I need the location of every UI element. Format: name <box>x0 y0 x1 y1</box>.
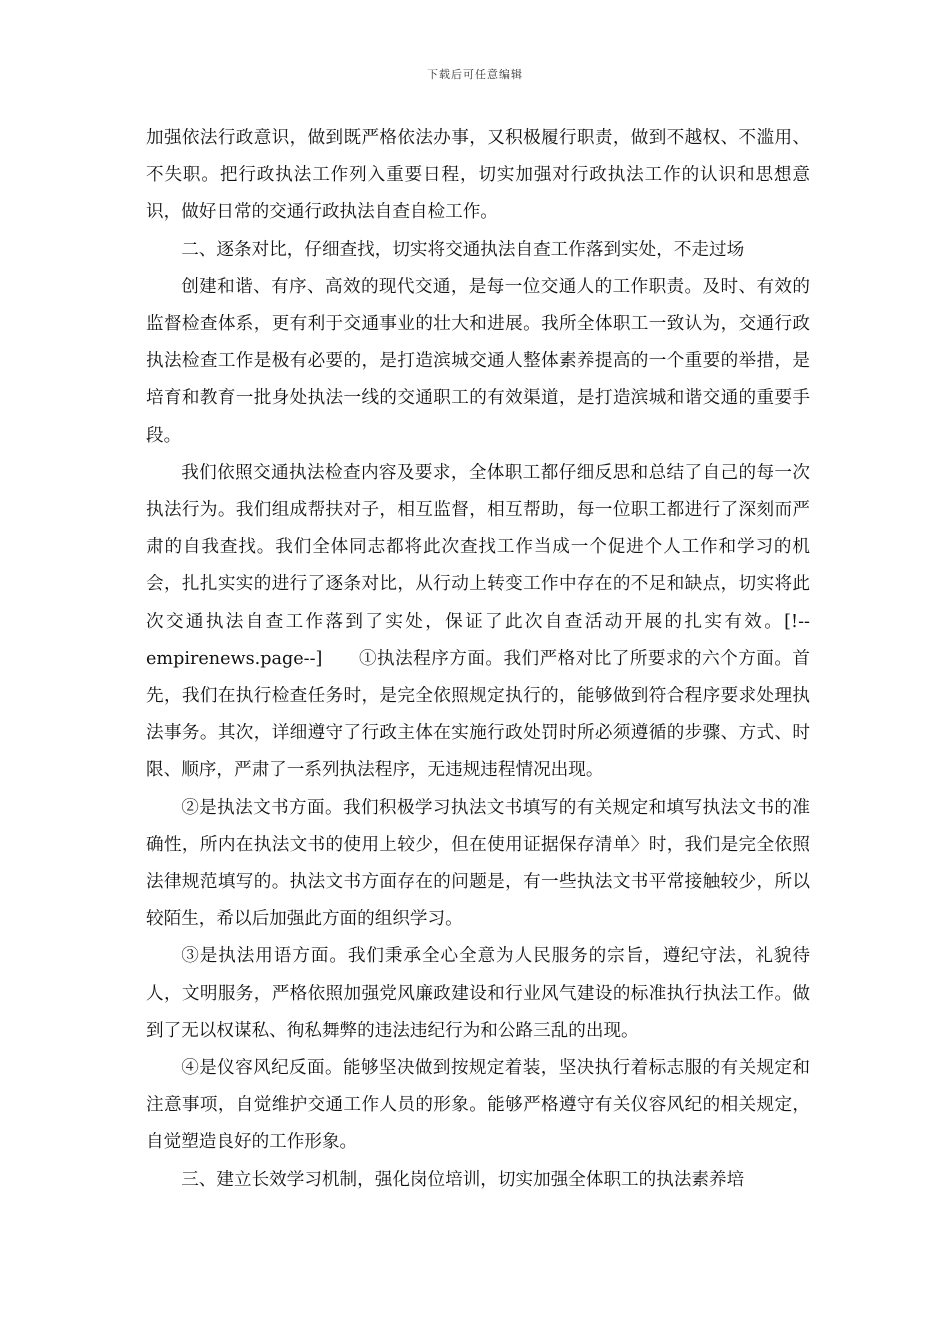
section-heading-2: 二、逐条对比，仔细查找，切实将交通执法自查工作落到实处，不走过场 <box>181 239 745 260</box>
paragraph: ③是执法用语方面。我们秉承全心全意为人民服务的宗旨，遵纪守法，礼貌待人，文明服务，严格依照加强党风廉政建设和行业风气建设的标准执行执法工作。做到了无以权谋私、徇私舞弊的违法违纪行为和公路三乱的出现。 <box>146 946 810 1041</box>
paragraph: 我们依照交通执法检查内容及要求，全体职工都仔细反思和总结了自己的每一次执法行为。我们组成帮扶对子，相互监督，相互帮助，每一位职工都进行了深刻而严肃的自我查找。我们全体同志都将此次查找工作当成一个促进个人工作和学习的机会，扎扎实实的进行了逐条对比，从行动上转变工作中存在的不足和缺点，切实将此次交通执法自查工作落到了实处，保证了此次自查活动开展的扎实有效。[!--empirenews.page--] ①执法程序方面。我们严格对比了所要求的六个方面。首先，我们在执行检查任务时，是完全依照规定执行的，能够做到符合程序要求处理执法事务。其次，详细遵守了行政主体在实施行政处罚时所必须遵循的步骤、方式、时限、顺序，严肃了一系列执法程序，无违规违程情况出现。 <box>146 462 810 781</box>
paragraph-continuation: 加强依法行政意识，做到既严格依法办事，又积极履行职责，做到不越权、不滥用、不失职。把行政执法工作列入重要日程，切实加强对行政执法工作的认识和思想意识，做好日常的交通行政执法自查自检工作。 <box>146 128 810 223</box>
section-heading-3: 三、建立长效学习机制，强化岗位培训，切实加强全体职工的执法素养培 <box>181 1169 745 1190</box>
document-body <box>146 120 810 1199</box>
paragraph: 创建和谐、有序、高效的现代交通，是每一位交通人的工作职责。及时、有效的监督检查体系，更有利于交通事业的壮大和进展。我所全体职工一致认为，交通行政执法检查工作是极有必要的，是打造滨城交通人整体素养提高的一个重要的举措，是培育和教育一批身处执法一线的交通职工的有效渠道，是打造滨城和谐交通的重要手段。 <box>146 276 810 446</box>
page-header: 下载后可任意编辑 <box>427 68 523 81</box>
paragraph: ④是仪容风纪反面。能够坚决做到按规定着装，坚决执行着标志服的有关规定和注意事项，自觉维护交通工作人员的形象。能够严格遵守有关仪容风纪的相关规定，自觉塑造良好的工作形象。 <box>146 1058 810 1153</box>
paragraph: ②是执法文书方面。我们积极学习执法文书填写的有关规定和填写执法文书的准确性，所内在执法文书的使用上较少，但在使用证据保存清单〉时，我们是完全依照法律规范填写的。执法文书方面存在的问题是，有一些执法文书平常接触较少，所以较陌生，希以后加强此方面的组织学习。 <box>146 797 810 930</box>
